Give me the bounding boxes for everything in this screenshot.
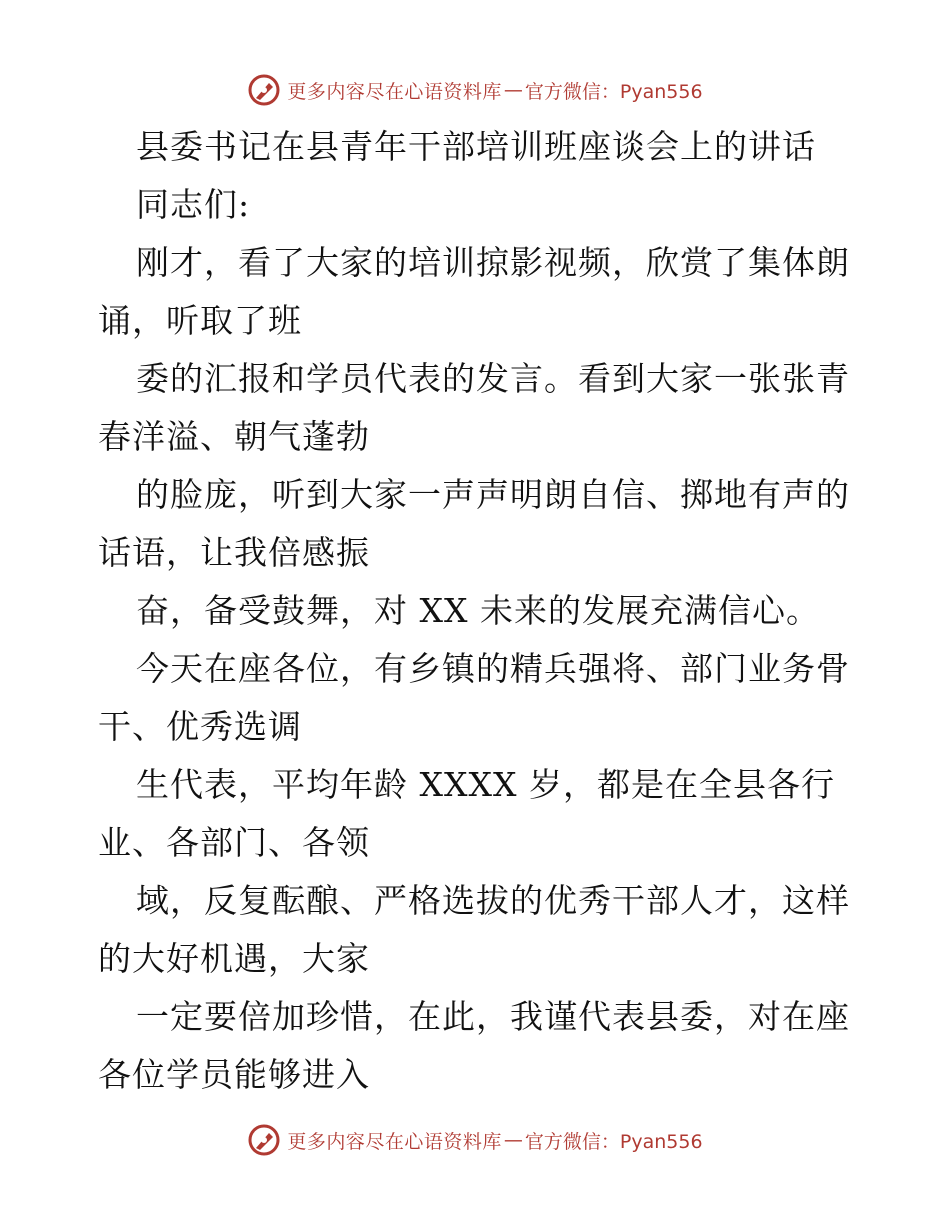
text-line: 生代表，平均年龄 XXXX 岁，都是在全县各行: [136, 765, 835, 804]
text-line: 域，反复酝酿、严格选拔的优秀干部人才，这样: [136, 881, 850, 920]
text-line: 一定要倍加珍惜，在此，我谨代表县委，对在座: [136, 997, 850, 1036]
text-line: 各位学员能够进入: [98, 1055, 370, 1094]
text-line: 的脸庞，听到大家一声声明朗自信、掷地有声的: [136, 475, 850, 514]
text-line: 刚才，看了大家的培训掠影视频，欣赏了集体朗: [136, 243, 850, 282]
text-line: 委的汇报和学员代表的发言。看到大家一张张青: [136, 359, 850, 398]
text-line: 的大好机遇，大家: [98, 939, 370, 978]
text-line: 话语，让我倍感振: [98, 533, 370, 572]
watermark-wechat-text: 官方微信：Pyan556: [524, 80, 703, 103]
watermark-brand-text: 更多内容尽在心语资料库: [287, 80, 502, 103]
document-body: [98, 118, 858, 1104]
footer-watermark: [0, 1120, 950, 1160]
header-watermark: [0, 70, 950, 110]
text-line: 春洋溢、朝气蓬勃: [98, 417, 370, 456]
text-line: 诵，听取了班: [98, 301, 302, 340]
text-line: 今天在座各位，有乡镇的精兵强将、部门业务骨: [136, 649, 850, 688]
watermark-dash: —: [503, 79, 523, 101]
text-line: 业、各部门、各领: [98, 823, 370, 862]
document-title: 县委书记在县青年干部培训班座谈会上的讲话: [136, 127, 816, 166]
watermark-brand-text: 更多内容尽在心语资料库: [287, 1130, 502, 1153]
watermark-wechat-text: 官方微信：Pyan556: [524, 1130, 703, 1153]
text-line: 干、优秀选调: [98, 707, 302, 746]
text-line: 奋，备受鼓舞，对 XX 未来的发展充满信心。: [136, 591, 820, 630]
text-line: 同志们:: [136, 185, 251, 224]
brand-logo-icon: [247, 1123, 281, 1157]
brand-logo-icon: [247, 73, 281, 107]
watermark-dash: —: [503, 1129, 523, 1151]
